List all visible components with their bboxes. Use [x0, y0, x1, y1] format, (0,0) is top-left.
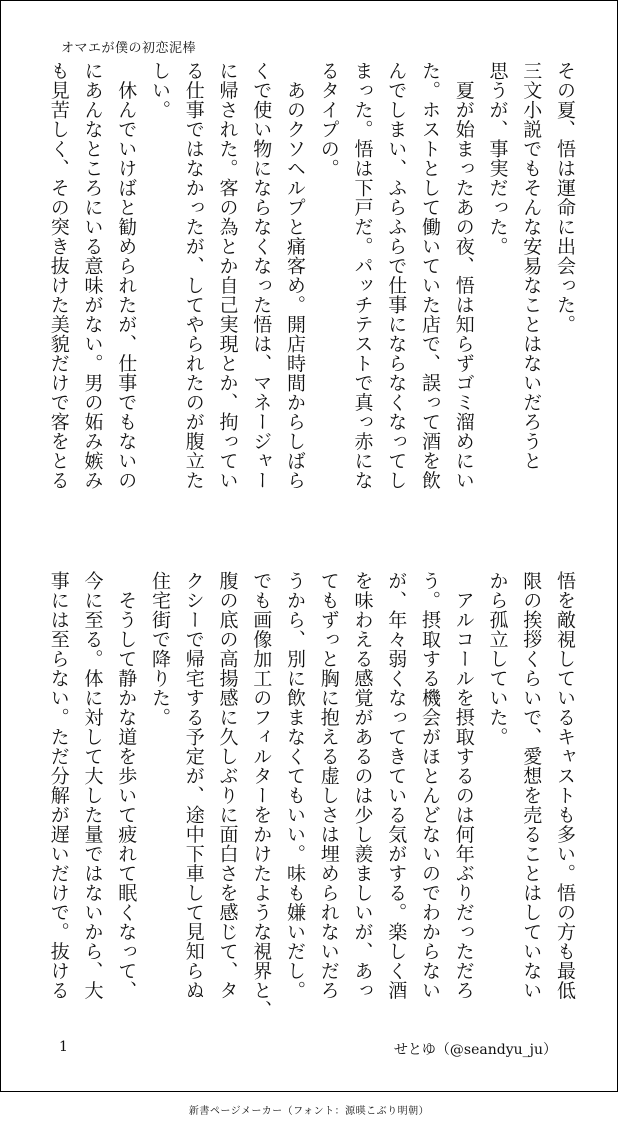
text-column: くで使い物にならなくなった悟は、マネージャー	[250, 61, 273, 490]
text-column: が、年々弱くなってきている気がする。楽しく酒	[385, 571, 408, 1000]
text-column: 三文小説でもそんな安易なことはないだろうと	[520, 61, 543, 471]
footer-caption: 新書ページメーカー（フォント：源暎こぶり明朝）	[188, 1106, 430, 1117]
text-column: 夏が始まったあの夜、悟は知らずゴミ溜めにい	[452, 61, 475, 490]
text-column: うから、別に飲まなくてもいい。味も嫌いだし。	[284, 571, 306, 1000]
text-column: あのクソヘルプと痛客め。開店時間からしばら	[284, 61, 306, 490]
text-column: 腹の底の高揚感に久しぶりに面白さを感じて、タ	[216, 571, 239, 1000]
text-column: てもずっと胸に抱える虚しさは埋められないだろ	[317, 571, 340, 1000]
text-column: アルコールを摂取するのは何年ぶりだっただろ	[452, 571, 475, 1000]
text-column: 休んでいけばと勧められたが、仕事でもないの	[115, 61, 138, 490]
text-column: に帰された。客の為とか自己実現とか、拘ってい	[216, 61, 239, 490]
text-column: 限の挨拶くらいで、愛想を売ることはしていない	[520, 571, 543, 1000]
text-block-bottom	[39, 571, 579, 1026]
text-column: から孤立していた。	[486, 571, 509, 747]
page-number: 1	[59, 1039, 68, 1055]
text-column: 事には至らない。ただ分解が遅いだけで。抜ける	[47, 571, 70, 1000]
text-column: そうして静かな道を歩いて疲れて眠くなって、	[115, 571, 138, 1000]
text-column: た。ホストとして働いていた店で、誤って酒を飲	[419, 61, 441, 490]
text-column: 悟を敵視しているキャストも多い。悟の方も最低	[554, 571, 576, 1000]
author-credit: せとゆ（@seandyu_ju）	[393, 1042, 557, 1058]
text-column: でも画像加工のフィルターをかけたような視界と、	[250, 571, 273, 1020]
text-column: 思うが、事実だった。	[486, 61, 509, 256]
text-column: しい。	[149, 61, 171, 120]
text-column: まった。悟は下戸だ。パッチテストで真っ赤にな	[351, 61, 374, 490]
text-column: にあんなところにいる意味がない。男の妬み嫉み	[81, 61, 104, 490]
book-title: オマエが僕の初恋泥棒	[61, 41, 197, 56]
text-column: う。摂取する機会がほとんどないのでわからない	[419, 571, 441, 1000]
text-column: 住宅街で降りた。	[149, 571, 171, 727]
text-column: を味わえる感覚があるのは少し羨ましいが、あっ	[351, 571, 374, 1000]
text-column: る仕事ではなかったが、してやられたのが腹立た	[182, 61, 205, 490]
text-column: んでしまい、ふらふらで仕事にならなくなってし	[385, 61, 408, 490]
text-column: も見苦しく、その突き抜けた美貌だけで客をとる	[47, 61, 70, 490]
text-column: 今に至る。体に対して大した量ではないから、大	[81, 571, 104, 1000]
text-block-top	[39, 61, 579, 521]
text-column: クシーで帰宅する予定が、途中下車して見知らぬ	[182, 571, 205, 1000]
text-column: その夏、悟は運命に出会った。	[554, 61, 576, 334]
text-column: るタイプの。	[317, 61, 340, 178]
